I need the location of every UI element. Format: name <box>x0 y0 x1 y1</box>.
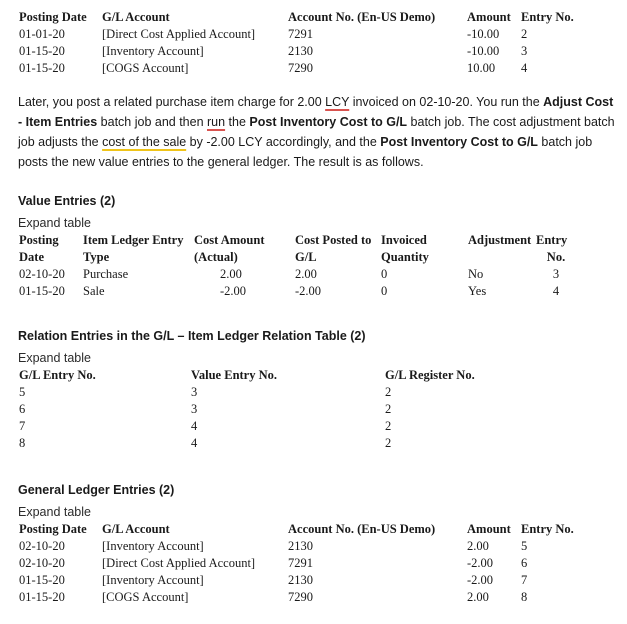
expand-table-link[interactable]: Expand table <box>18 505 91 519</box>
table-cell: 4 <box>191 436 198 450</box>
column-header: Cost Amount <box>194 233 265 247</box>
table-cell: 7291 <box>288 556 313 570</box>
table-row <box>19 555 591 572</box>
column-header: Type <box>83 250 110 264</box>
column-header <box>468 249 536 266</box>
paragraph-text: invoiced on 02-10-20. You run the <box>349 95 544 109</box>
table-cell: -10.00 <box>467 44 500 58</box>
column-header: Date <box>19 250 44 264</box>
column-header: Account No. (En-US Demo) <box>288 10 436 24</box>
table-cell: 4 <box>552 284 560 298</box>
table-cell: 0 <box>381 284 388 298</box>
table-cell: 02-10-20 <box>19 267 65 281</box>
spellcheck-word-lcy: LCY <box>325 95 350 109</box>
table-cell: [Direct Cost Applied Account] <box>102 556 256 570</box>
bold-term-adjust-cost: Adjust Cost - Item Entries <box>18 95 614 129</box>
column-header: Amount <box>467 10 511 24</box>
table-cell: [Direct Cost Applied Account] <box>102 27 256 41</box>
table-header-row <box>19 367 505 384</box>
column-header: Item Ledger Entry <box>83 233 184 247</box>
table-cell: -2.00 <box>467 573 494 587</box>
table-row <box>19 435 505 452</box>
bold-term-post-inventory-cost: Post Inventory Cost to G/L <box>249 115 408 129</box>
table-cell: [Inventory Account] <box>102 539 204 553</box>
column-header: Account No. (En-US Demo) <box>288 522 436 536</box>
table-cell: 3 <box>191 385 198 399</box>
column-header: Quantity <box>381 250 429 264</box>
table-row <box>19 384 505 401</box>
table-cell: 2 <box>385 402 392 416</box>
table-cell: No <box>468 267 484 281</box>
column-header: G/L Account <box>102 10 170 24</box>
paragraph-text: batch job and then <box>97 115 207 129</box>
table-row <box>19 283 576 300</box>
table-cell: 7290 <box>288 590 313 604</box>
column-header: Entry No. <box>521 10 574 24</box>
table-cell: -2.00 <box>220 284 247 298</box>
table-row <box>19 418 505 435</box>
top-gl-table <box>19 9 591 77</box>
table-cell: 2 <box>385 419 392 433</box>
table-cell: 8 <box>521 590 528 604</box>
column-header: Posting <box>19 233 59 247</box>
table-cell: 0 <box>381 267 388 281</box>
column-header: Entry <box>536 233 568 247</box>
expand-table-link[interactable]: Expand table <box>18 351 91 365</box>
column-header: Value Entry No. <box>191 368 278 382</box>
table-header-row <box>19 9 591 26</box>
table-cell: 3 <box>521 44 528 58</box>
table-header-row <box>19 521 591 538</box>
table-cell: 2.00 <box>295 267 317 281</box>
table-cell: 2.00 <box>467 539 489 553</box>
table-row <box>19 43 591 60</box>
section-heading-relation-entries: Relation Entries in the G/L – Item Ledger Relation Table (2) <box>18 329 366 343</box>
column-header: No. <box>546 250 566 264</box>
table-cell: 6 <box>521 556 528 570</box>
table-cell: [Inventory Account] <box>102 44 204 58</box>
table-cell: 3 <box>552 267 560 281</box>
grammar-phrase-cost-of-sale: cost of the sale <box>102 135 187 149</box>
table-cell: 01-15-20 <box>19 44 65 58</box>
table-cell: -2.00 <box>295 284 322 298</box>
column-header: Posting Date <box>19 10 87 24</box>
table-cell: 01-01-20 <box>19 27 65 41</box>
bold-term-post-inventory-cost: Post Inventory Cost to G/L <box>380 135 538 149</box>
description-paragraph <box>18 92 618 172</box>
table-cell: [COGS Account] <box>102 61 189 75</box>
table-row <box>19 401 505 418</box>
table-cell: -2.00 <box>467 556 494 570</box>
paragraph-text: batch job. The cost adjustment batch job adjusts the <box>18 115 615 149</box>
table-cell: 2.00 <box>467 590 489 604</box>
column-header: Cost Posted to <box>295 233 372 247</box>
column-header: Adjustment <box>468 233 532 247</box>
column-header <box>194 249 295 266</box>
relation-entries-table <box>19 367 505 452</box>
table-row <box>19 589 591 606</box>
table-cell: 01-15-20 <box>19 590 65 604</box>
column-header: G/L Account <box>102 522 170 536</box>
table-cell: 4 <box>191 419 198 433</box>
table-header-row <box>19 232 576 249</box>
table-row <box>19 60 591 77</box>
paragraph-text: the <box>225 115 250 129</box>
column-header: G/L Register No. <box>385 368 475 382</box>
value-entries-table <box>19 232 576 300</box>
table-cell: 01-15-20 <box>19 573 65 587</box>
table-cell: 7 <box>521 573 528 587</box>
paragraph-text: by -2.00 LCY accordingly, and the <box>186 135 381 149</box>
expand-table-link[interactable]: Expand table <box>18 216 91 230</box>
table-cell: Purchase <box>83 267 129 281</box>
section-heading-general-ledger: General Ledger Entries (2) <box>18 483 175 497</box>
table-cell: 2 <box>521 27 528 41</box>
table-cell: 6 <box>19 402 26 416</box>
column-header: Posting Date <box>19 522 87 536</box>
general-ledger-table <box>19 521 591 606</box>
column-header: Invoiced <box>381 233 427 247</box>
table-cell: 2 <box>385 385 392 399</box>
table-row <box>19 538 591 555</box>
table-cell: 02-10-20 <box>19 556 65 570</box>
table-cell: 01-15-20 <box>19 284 65 298</box>
table-cell: 02-10-20 <box>19 539 65 553</box>
table-cell: 01-15-20 <box>19 61 65 75</box>
table-cell: 2130 <box>288 539 313 553</box>
table-row <box>19 26 591 43</box>
column-header-text: (Actual) <box>194 250 238 264</box>
table-cell: Sale <box>83 284 105 298</box>
section-heading-value-entries: Value Entries (2) <box>18 194 116 208</box>
table-cell: 2.00 <box>220 267 242 281</box>
table-cell: 7290 <box>288 61 313 75</box>
column-header: Amount <box>467 522 511 536</box>
paragraph-text: batch job posts the new value entries to the general ledger. The result is as follows. <box>18 135 593 169</box>
table-cell: 2130 <box>288 44 313 58</box>
paragraph-text: Later, you post a related purchase item charge for 2.00 <box>18 95 326 109</box>
table-cell: 2 <box>385 436 392 450</box>
table-cell: 5 <box>19 385 26 399</box>
table-cell: 5 <box>521 539 528 553</box>
table-cell: 10.00 <box>467 61 496 75</box>
table-cell: 2130 <box>288 573 313 587</box>
table-cell: Yes <box>468 284 487 298</box>
table-cell: 7291 <box>288 27 313 41</box>
table-cell: -10.00 <box>467 27 500 41</box>
table-cell: [COGS Account] <box>102 590 189 604</box>
table-header-row <box>19 249 576 266</box>
table-cell: 7 <box>19 419 26 433</box>
table-cell: 3 <box>191 402 198 416</box>
table-cell: 8 <box>19 436 26 450</box>
table-cell: 4 <box>521 61 528 75</box>
column-header: G/L <box>295 250 317 264</box>
spellcheck-word-run: run <box>207 115 226 129</box>
table-row <box>19 266 576 283</box>
table-cell: [Inventory Account] <box>102 573 204 587</box>
table-row <box>19 572 591 589</box>
column-header: Entry No. <box>521 522 574 536</box>
column-header: G/L Entry No. <box>19 368 96 382</box>
